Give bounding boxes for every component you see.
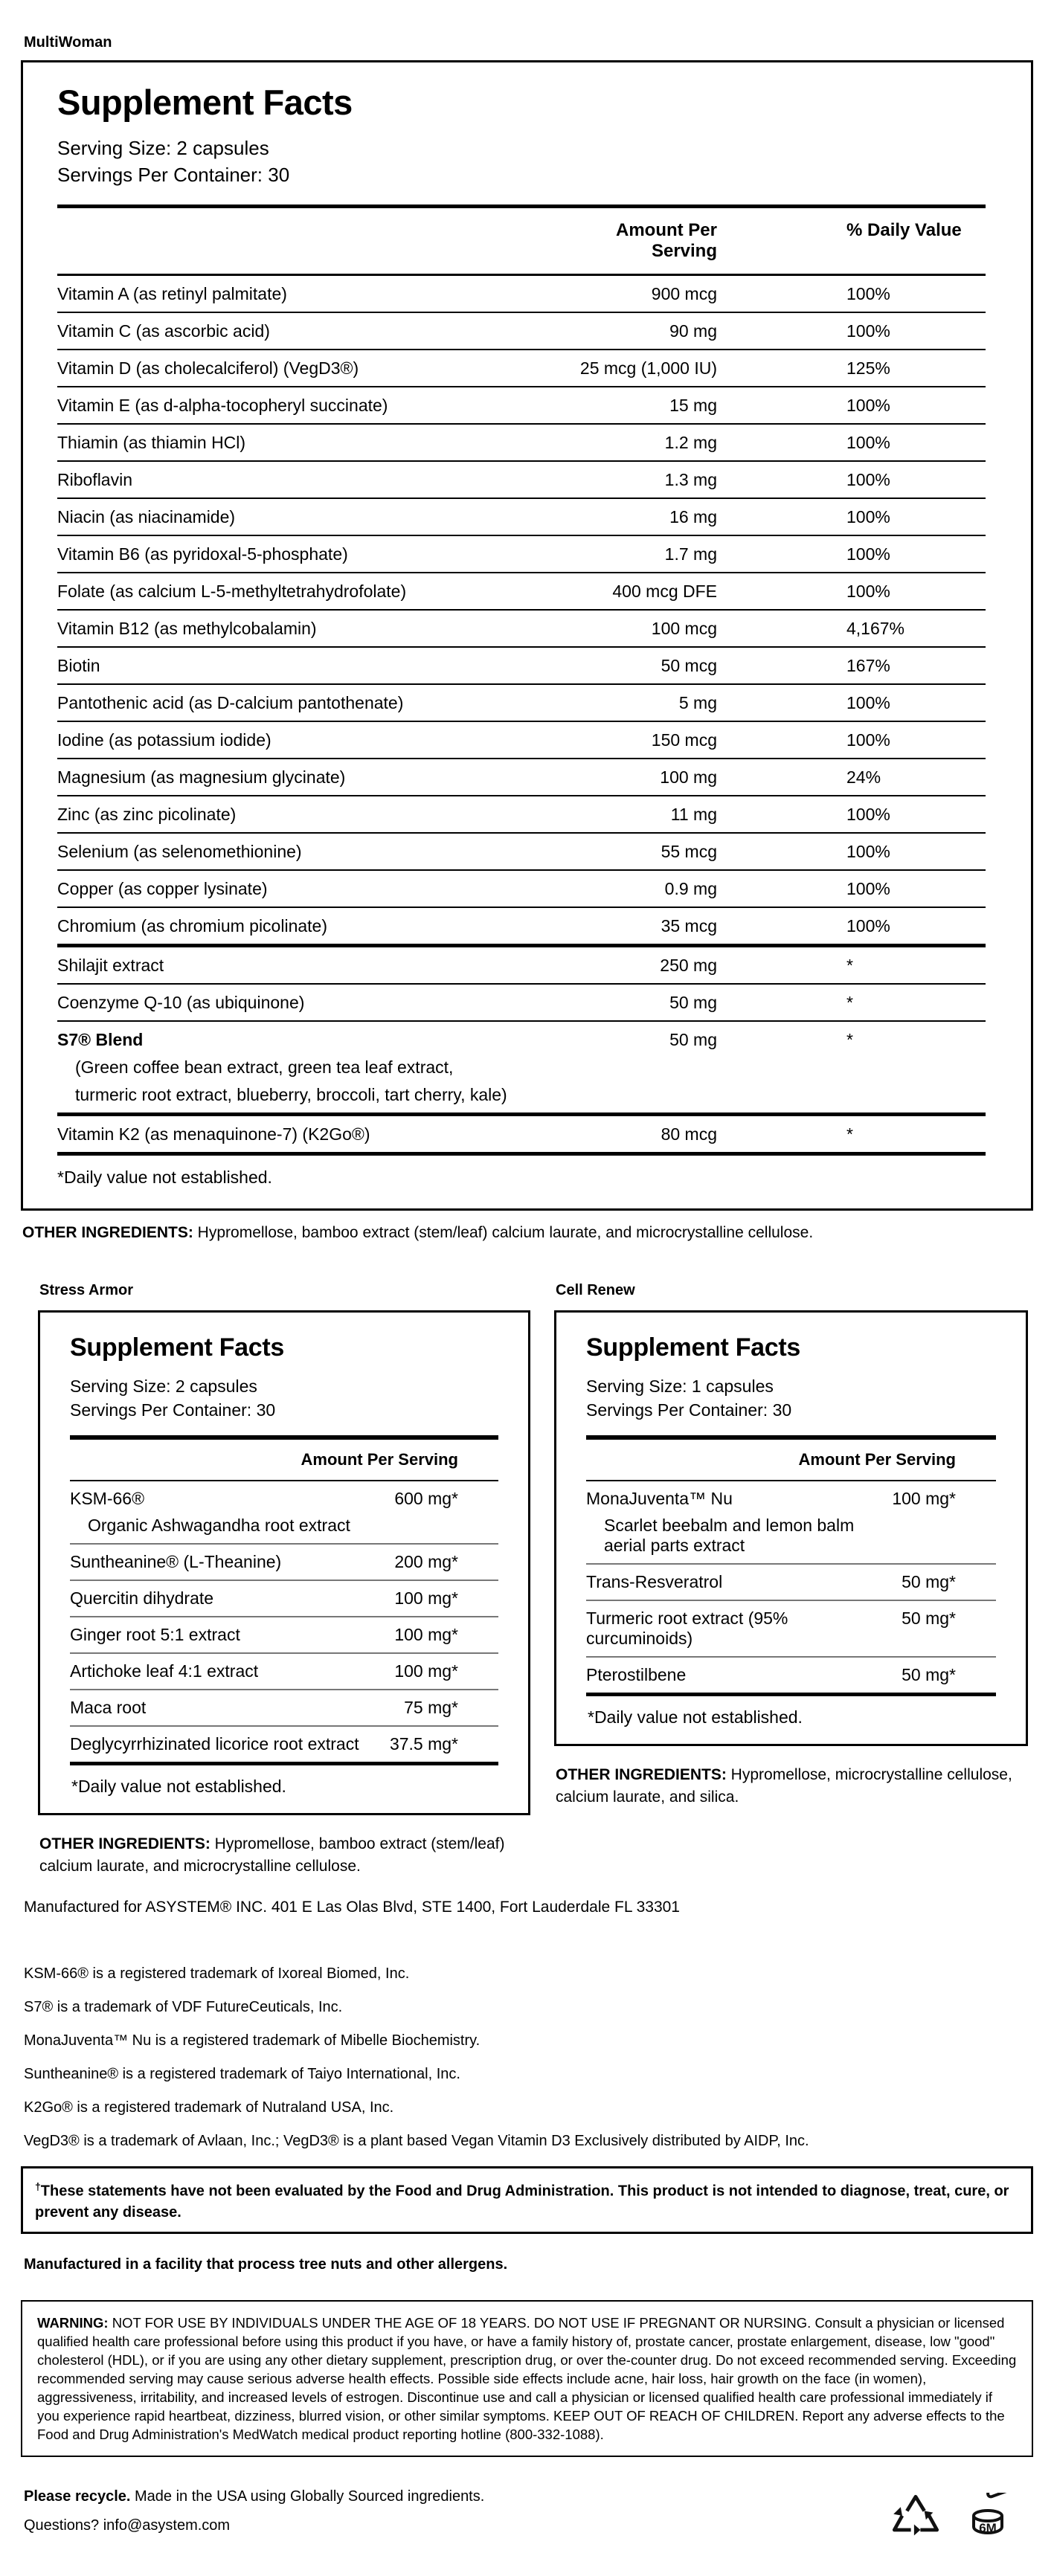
- stress-armor-other-ingredients: [39, 1833, 530, 1878]
- ingredient-amount: 55 mcg: [661, 842, 717, 861]
- table-row: [586, 1481, 996, 1563]
- ingredient-name: Shilajit extract: [57, 956, 164, 975]
- please-recycle-label: Please recycle.: [24, 2488, 131, 2505]
- ingredient-amount: 1.7 mg: [664, 544, 717, 564]
- table-row: [57, 572, 986, 609]
- ingredient-daily-value: 100%: [846, 805, 890, 824]
- ingredient-daily-value: 100%: [846, 433, 890, 452]
- ingredient-name: Vitamin C (as ascorbic acid): [57, 321, 270, 341]
- table-row: [57, 1112, 986, 1152]
- ingredient-name: Thiamin (as thiamin HCl): [57, 433, 246, 452]
- ingredient-amount: 25 mcg (1,000 IU): [579, 358, 717, 378]
- ingredient-amount: 75 mg*: [404, 1698, 458, 1717]
- stress-armor-facts-panel: [38, 1310, 530, 1815]
- ingredient-amount: 150 mcg: [651, 730, 717, 750]
- warning-label: WARNING:: [37, 2314, 109, 2331]
- ingredient-daily-value: 24%: [846, 767, 881, 787]
- other-ingredients-text: Hypromellose, bamboo extract (stem/leaf) calcium laurate, and microcrystalline cellulose.: [193, 1224, 814, 1241]
- ingredient-amount: 50 mg*: [902, 1572, 956, 1591]
- serving-size: Serving Size: 2 capsules: [70, 1376, 257, 1396]
- ingredient-name: S7® Blend (Green coffee bean extract, green tea leaf extract, turmeric root extract, blueberry, broccoli, tart cherry, kale): [57, 1029, 568, 1105]
- ingredient-name: Pantothenic acid (as D-calcium pantothenate): [57, 693, 404, 712]
- table-row: [70, 1616, 498, 1652]
- ingredient-name: Vitamin B6 (as pyridoxal-5-phosphate): [57, 544, 348, 564]
- fda-disclaimer-text: These statements have not been evaluated by the Food and Drug Administration. This product is not intended to diagnose, treat, cure, or prevent any disease.: [35, 2183, 1009, 2221]
- product-name-cell-renew: Cell Renew: [556, 1282, 635, 1298]
- recycle-note: [24, 2488, 484, 2505]
- servings-per-container: Servings Per Container: 30: [57, 164, 290, 186]
- ingredient-name: Folate (as calcium L-5-methyltetrahydrofolate): [57, 582, 407, 601]
- ingredient-name: Copper (as copper lysinate): [57, 879, 268, 898]
- table-row: [70, 1543, 498, 1580]
- ingredient-amount: 37.5 mg*: [389, 1734, 458, 1754]
- ingredient-amount: 100 mg*: [394, 1588, 458, 1608]
- panel-title: Supplement Facts: [57, 83, 353, 122]
- product-name-stress-armor: Stress Armor: [39, 1282, 133, 1298]
- ingredients-table: [57, 276, 986, 1156]
- period-after-opening-icon: [962, 2493, 1014, 2546]
- ingredient-name: Zinc (as zinc picolinate): [57, 805, 237, 824]
- table-row: [586, 1656, 996, 1693]
- footer-text: [24, 2488, 484, 2546]
- warning-box: [21, 2300, 1033, 2457]
- table-row: [586, 1600, 996, 1656]
- ingredient-amount: 400 mcg DFE: [612, 582, 717, 601]
- multiwoman-other-ingredients: [22, 1222, 1033, 1243]
- recycle-icon: [890, 2493, 941, 2546]
- ingredient-amount: 5 mg: [678, 693, 717, 712]
- trademark-line: S7® is a trademark of VDF FutureCeuticals, Inc.: [24, 1999, 343, 2015]
- cell-renew-other-ingredients: [556, 1764, 1028, 1809]
- ingredient-amount: 50 mg: [669, 1030, 717, 1049]
- ingredient-amount: 900 mcg: [651, 284, 717, 303]
- ingredient-name: Deglycyrrhizinated licorice root extract: [70, 1734, 359, 1754]
- product-name-multiwoman: MultiWoman: [24, 34, 112, 51]
- table-row: [57, 312, 986, 349]
- questions-contact: Questions? info@asystem.com: [24, 2517, 231, 2534]
- ingredients-table: [70, 1481, 498, 1765]
- ingredient-name: Vitamin K2 (as menaquinone-7) (K2Go®): [57, 1124, 370, 1144]
- ingredient-daily-value: 4,167%: [846, 619, 905, 638]
- ingredient-name: Iodine (as potassium iodide): [57, 730, 271, 750]
- ingredient-daily-value: *: [846, 1124, 853, 1144]
- daily-value-footnote: *Daily value not established.: [588, 1707, 803, 1727]
- made-in-usa-text: Made in the USA using Globally Sourced ingredients.: [130, 2488, 485, 2505]
- servings-per-container: Servings Per Container: 30: [70, 1400, 276, 1420]
- ingredient-daily-value: 100%: [846, 842, 890, 861]
- allergen-facility-note: Manufactured in a facility that process tree nuts and other allergens.: [24, 2255, 508, 2273]
- table-row: [57, 609, 986, 646]
- stress-armor-column: [38, 1282, 530, 1878]
- serving-size: Serving Size: 2 capsules: [57, 137, 269, 159]
- ingredient-name: Trans-Resveratrol: [586, 1572, 723, 1591]
- ingredient-name: Pterostilbene: [586, 1665, 687, 1684]
- other-ingredients-text: Hypromellose, microcrystalline cellulose, calcium laurate, and silica.: [556, 1766, 1012, 1806]
- trademark-line: Suntheanine® is a registered trademark of Taiyo International, Inc.: [24, 2066, 460, 2082]
- ingredients-table: [586, 1481, 996, 1696]
- ingredient-amount: 100 mg*: [394, 1625, 458, 1644]
- table-row: [57, 758, 986, 795]
- ingredient-name: Vitamin D (as cholecalciferol) (VegD3®): [57, 358, 359, 378]
- table-row: [57, 907, 986, 944]
- multiwoman-facts-panel: [21, 60, 1033, 1211]
- ingredient-daily-value: 167%: [846, 656, 890, 675]
- dagger-mark: †: [35, 2180, 41, 2192]
- ingredient-amount: 50 mcg: [661, 656, 717, 675]
- ingredient-amount: 100 mcg: [651, 619, 717, 638]
- table-row: [57, 1020, 986, 1112]
- manufactured-for-line: Manufactured for ASYSTEM® INC. 401 E Las Olas Blvd, STE 1400, Fort Lauderdale FL 33301: [24, 1899, 680, 1916]
- ingredient-name: MonaJuventa™ Nu Scarlet beebalm and lemon balm aerial parts extract: [586, 1489, 870, 1556]
- serving-size: Serving Size: 1 capsules: [586, 1376, 774, 1396]
- header-amount-per-serving: Amount Per Serving: [615, 220, 717, 261]
- ingredient-name: Selenium (as selenomethionine): [57, 842, 302, 861]
- daily-value-footnote: *Daily value not established.: [71, 1777, 286, 1796]
- table-row: [57, 869, 986, 907]
- table-row: [57, 983, 986, 1020]
- two-column-section: [21, 1282, 1033, 1878]
- panel-title: Supplement Facts: [586, 1333, 801, 1362]
- other-ingredients-text: Hypromellose, bamboo extract (stem/leaf) calcium laurate, and microcrystalline cellulose.: [39, 1835, 505, 1875]
- ingredient-name: Magnesium (as magnesium glycinate): [57, 767, 346, 787]
- header-percent-daily-value: % Daily Value: [846, 220, 962, 240]
- table-row: [70, 1725, 498, 1762]
- ingredient-amount: 100 mg: [660, 767, 717, 787]
- ingredient-daily-value: 100%: [846, 284, 890, 303]
- other-ingredients-label: OTHER INGREDIENTS:: [39, 1835, 211, 1852]
- ingredient-amount: 50 mg*: [902, 1665, 956, 1684]
- ingredient-amount: 1.2 mg: [664, 433, 717, 452]
- ingredient-daily-value: 100%: [846, 321, 890, 341]
- trademark-line: MonaJuventa™ Nu is a registered trademark of Mibelle Biochemistry.: [24, 2032, 481, 2049]
- table-row: [57, 944, 986, 983]
- ingredient-daily-value: 125%: [846, 358, 890, 378]
- ingredient-name: Niacin (as niacinamide): [57, 507, 236, 527]
- ingredient-subtext: (Green coffee bean extract, green tea leaf extract,: [75, 1057, 454, 1077]
- ingredient-daily-value: 100%: [846, 879, 890, 898]
- table-row: [57, 349, 986, 386]
- ingredient-name: Biotin: [57, 656, 100, 675]
- ingredient-name: Quercitin dihydrate: [70, 1588, 214, 1608]
- ingredient-amount: 100 mg*: [394, 1661, 458, 1681]
- ingredient-daily-value: *: [846, 956, 853, 975]
- ingredient-daily-value: 100%: [846, 916, 890, 936]
- table-row: [57, 460, 986, 498]
- ingredient-amount: 90 mg: [669, 321, 717, 341]
- ingredient-amount: 11 mg: [670, 805, 717, 824]
- footer-icons: [890, 2488, 1014, 2546]
- ingredient-name: Ginger root 5:1 extract: [70, 1625, 240, 1644]
- trademark-notes: [24, 1965, 1033, 2150]
- ingredient-subtext: turmeric root extract, blueberry, broccoli, tart cherry, kale): [75, 1085, 507, 1104]
- trademark-line: K2Go® is a registered trademark of Nutraland USA, Inc.: [24, 2099, 394, 2116]
- ingredient-daily-value: 100%: [846, 507, 890, 527]
- table-row: [70, 1580, 498, 1616]
- header-spacer: [57, 220, 568, 262]
- cell-renew-column: [554, 1282, 1028, 1809]
- ingredient-name: Suntheanine® (L-Theanine): [70, 1552, 282, 1571]
- ingredient-name: Artichoke leaf 4:1 extract: [70, 1661, 259, 1681]
- ingredient-amount: 16 mg: [669, 507, 717, 527]
- ingredient-name: Vitamin A (as retinyl palmitate): [57, 284, 287, 303]
- ingredient-daily-value: 100%: [846, 693, 890, 712]
- table-header: [57, 205, 986, 276]
- ingredient-daily-value: 100%: [846, 470, 890, 489]
- fda-disclaimer-box: [21, 2166, 1033, 2234]
- table-row: [586, 1563, 996, 1600]
- other-ingredients-label: OTHER INGREDIENTS:: [556, 1766, 727, 1783]
- ingredient-daily-value: *: [846, 1030, 853, 1049]
- daily-value-footnote: *Daily value not established.: [57, 1168, 272, 1187]
- ingredient-amount: 50 mg*: [902, 1609, 956, 1628]
- trademark-line: KSM-66® is a registered trademark of Ixoreal Biomed, Inc.: [24, 1965, 410, 1982]
- table-row: [57, 535, 986, 572]
- panel-title: Supplement Facts: [70, 1333, 285, 1362]
- ingredient-subtext: Scarlet beebalm and lemon balm aerial parts extract: [604, 1516, 855, 1555]
- cell-renew-facts-panel: [554, 1310, 1028, 1746]
- ingredient-amount: 0.9 mg: [664, 879, 717, 898]
- ingredient-amount: 200 mg*: [394, 1552, 458, 1571]
- table-row: [70, 1689, 498, 1725]
- ingredient-name: Chromium (as chromium picolinate): [57, 916, 327, 936]
- ingredient-name: Riboflavin: [57, 470, 132, 489]
- other-ingredients-label: OTHER INGREDIENTS:: [22, 1224, 193, 1241]
- pao-months-label: 6M: [979, 2520, 997, 2535]
- servings-per-container: Servings Per Container: 30: [586, 1400, 792, 1420]
- ingredient-amount: 80 mcg: [661, 1124, 717, 1144]
- table-row: [57, 423, 986, 460]
- ingredient-amount: 250 mg: [660, 956, 717, 975]
- footer: [21, 2488, 1033, 2546]
- header-amount-per-serving: Amount Per Serving: [586, 1435, 996, 1481]
- ingredient-daily-value: 100%: [846, 730, 890, 750]
- table-row: [57, 646, 986, 683]
- table-row: [57, 721, 986, 758]
- table-row: [70, 1652, 498, 1689]
- ingredient-amount: 1.3 mg: [664, 470, 717, 489]
- ingredient-name: Maca root: [70, 1698, 147, 1717]
- table-row: [57, 498, 986, 535]
- ingredient-daily-value: 100%: [846, 396, 890, 415]
- table-row: [57, 683, 986, 721]
- ingredient-name: Turmeric root extract (95% curcuminoids): [586, 1609, 788, 1648]
- ingredient-name: Coenzyme Q-10 (as ubiquinone): [57, 993, 305, 1012]
- warning-text: NOT FOR USE BY INDIVIDUALS UNDER THE AGE OF 18 YEARS. DO NOT USE IF PREGNANT OR NURSING. Consult a physician or licensed qualified health care professional before using this product if you have, or have a family history of, prostate cancer, prostate enlargement, disease, low "good" cholesterol (HDL), or if you are using any other dietary supplement, prescription drug, or over the-counter drug. Do not exceed recommended serving. Exceeding recommended serving may cause serious adverse health effects. Possible side effects include acne, hair loss, hair growth on the face (in women), aggressiveness, irritability, and increased levels of estrogen. Discontinue use and call a physician or licensed qualified health care professional immediately if you experience rapid heartbeat, dizziness, blurred vision, or other similar symptoms. KEEP OUT OF REACH OF CHILDREN. Report any adverse effects to the Food and Drug Administration's MedWatch medical product reporting hotline (800-332-1088).: [37, 2314, 1017, 2442]
- ingredient-daily-value: *: [846, 993, 853, 1012]
- header-amount-per-serving: Amount Per Serving: [70, 1435, 498, 1481]
- ingredient-amount: 15 mg: [669, 396, 717, 415]
- ingredient-name: KSM-66® Organic Ashwagandha root extract: [70, 1489, 372, 1536]
- ingredient-name: Vitamin B12 (as methylcobalamin): [57, 619, 317, 638]
- ingredient-daily-value: 100%: [846, 544, 890, 564]
- table-row: [70, 1481, 498, 1543]
- table-row: [57, 832, 986, 869]
- ingredient-amount: 100 mg*: [892, 1489, 956, 1508]
- table-row: [57, 795, 986, 832]
- ingredient-amount: 35 mcg: [661, 916, 717, 936]
- table-row: [57, 386, 986, 423]
- table-row: [57, 276, 986, 312]
- ingredient-name: Vitamin E (as d-alpha-tocopheryl succinate): [57, 396, 388, 415]
- ingredient-daily-value: 100%: [846, 582, 890, 601]
- ingredient-amount: 600 mg*: [394, 1489, 458, 1508]
- trademark-line: VegD3® is a trademark of Avlaan, Inc.; VegD3® is a plant based Vegan Vitamin D3 Exclusively distributed by AIDP, Inc.: [24, 2133, 809, 2149]
- ingredient-amount: 50 mg: [669, 993, 717, 1012]
- ingredient-subtext: Organic Ashwagandha root extract: [88, 1516, 350, 1535]
